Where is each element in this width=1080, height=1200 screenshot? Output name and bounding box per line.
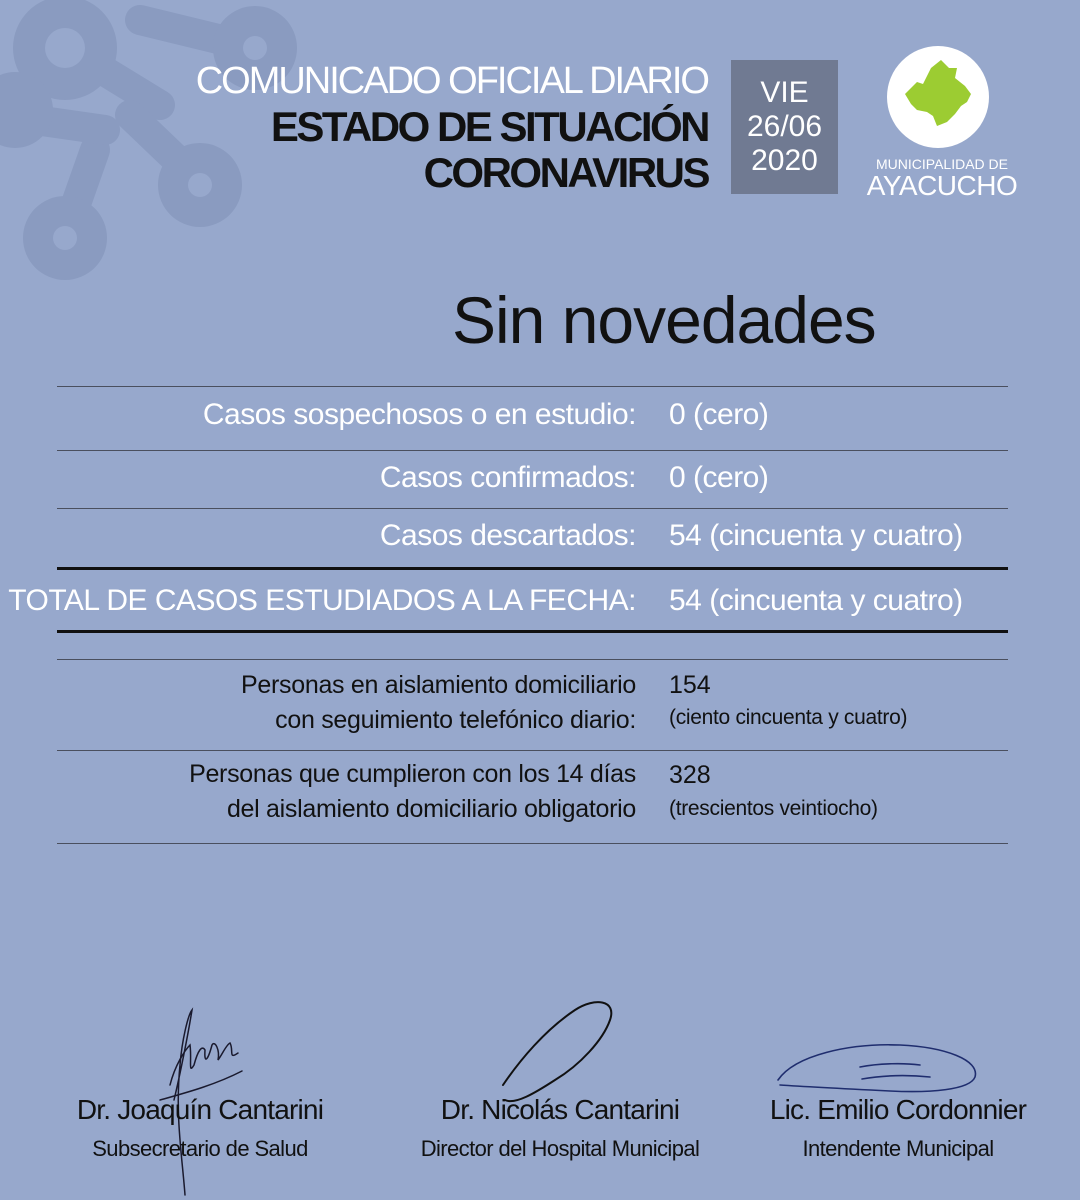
- isolation-label-line2: con seguimiento telefónico diario:: [275, 706, 636, 734]
- stat-value-suspected: 0 (cero): [669, 398, 769, 431]
- completed-label: [189, 757, 636, 827]
- signature-name-3: Lic. Emilio Cordonnier: [769, 1094, 1027, 1125]
- completed-label-line1: Personas que cumplieron con los 14 días: [189, 760, 636, 788]
- table-divider: [57, 750, 1008, 751]
- signature-emilio-cordonnier: [770, 1035, 985, 1100]
- headline: Sin novedades: [452, 283, 876, 357]
- table-divider: [57, 450, 1008, 451]
- signature-role-2: Director del Hospital Municipal: [420, 1136, 700, 1161]
- completed-number: 328: [669, 761, 711, 789]
- date-day-month: 26/06: [746, 110, 823, 143]
- stat-value-discarded: 54 (cincuenta y cuatro): [669, 519, 963, 552]
- stat-value-confirmed: 0 (cero): [669, 461, 769, 494]
- signature-name-1: Dr. Joaquín Cantarini: [76, 1094, 324, 1125]
- signature-nicolas-cantarini: [495, 995, 625, 1110]
- table-divider: [57, 508, 1008, 509]
- logo-circle: [887, 46, 989, 148]
- isolation-words: (ciento cincuenta y cuatro): [669, 706, 908, 729]
- total-divider-bottom: [57, 630, 1008, 633]
- total-label: TOTAL DE CASOS ESTUDIADOS A LA FECHA:: [8, 584, 636, 617]
- completed-words: (trescientos veintiocho): [669, 797, 878, 820]
- signature-role-3: Intendente Municipal: [802, 1136, 994, 1161]
- date-year: 2020: [751, 144, 818, 177]
- total-value: 54 (cincuenta y cuatro): [669, 584, 963, 617]
- date-box: [731, 60, 838, 194]
- completed-label-line2: del aislamiento domiciliario obligatorio: [226, 795, 636, 823]
- isolation-number: 154: [669, 671, 711, 699]
- header-line-comunicado: COMUNICADO OFICIAL DIARIO: [195, 60, 708, 102]
- header-line-coronavirus: CORONAVIRUS: [423, 149, 708, 196]
- ayacucho-map-icon: [887, 46, 989, 148]
- stat-label-confirmed: Casos confirmados:: [379, 461, 636, 494]
- logo-municipalidad-text: MUNICIPALIDAD DE: [876, 156, 1008, 172]
- signature-name-2: Dr. Nicolás Cantarini: [440, 1094, 680, 1125]
- date-weekday: VIE: [760, 76, 809, 109]
- table-divider: [57, 659, 1008, 660]
- stat-label-suspected: Casos sospechosos o en estudio:: [202, 398, 636, 431]
- header-line-estado: ESTADO DE SITUACIÓN: [270, 103, 708, 150]
- table-divider: [57, 843, 1008, 844]
- table-divider: [57, 386, 1008, 387]
- signature-role-1: Subsecretario de Salud: [92, 1136, 308, 1161]
- total-divider-top: [57, 567, 1008, 570]
- stat-label-discarded: Casos descartados:: [379, 519, 636, 552]
- header-title-block: [196, 62, 708, 194]
- isolation-label: [241, 668, 636, 738]
- isolation-label-line1: Personas en aislamiento domiciliario: [241, 671, 636, 699]
- logo-ayacucho-text: AYACUCHO: [866, 170, 1018, 201]
